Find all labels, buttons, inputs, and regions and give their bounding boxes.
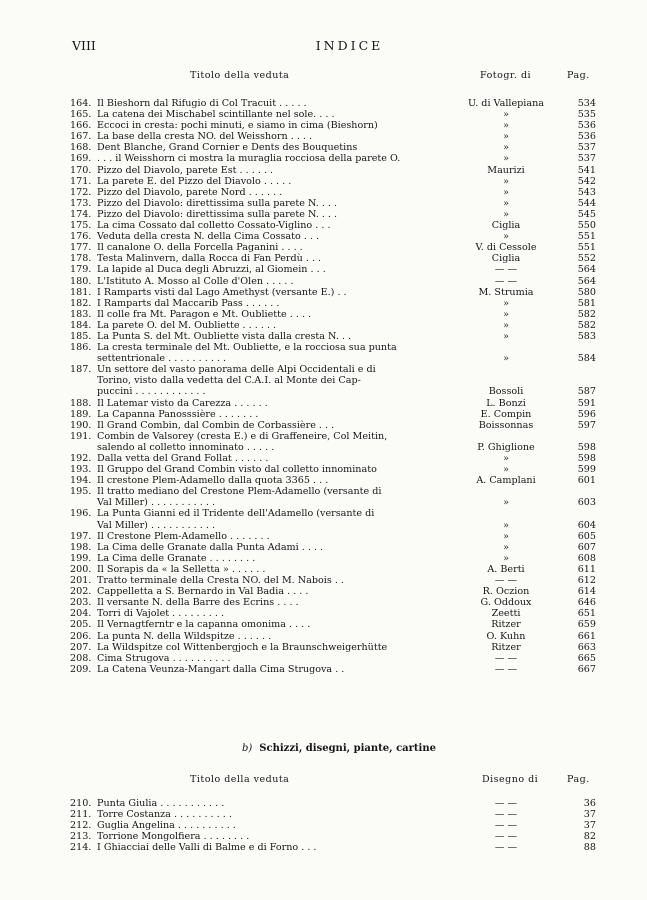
entry-number: 202. (70, 586, 92, 598)
entry-page: 564 (577, 275, 596, 287)
entry-title: Il Grand Combin, dal Combin de Corbassière . . . (97, 419, 335, 431)
entry-page: 535 (577, 109, 596, 121)
entry-number: 177. (70, 242, 92, 254)
entry-page: 536 (577, 131, 596, 143)
entry-number: 168. (70, 142, 92, 154)
entry-title: Il crestone Plem-Adamello dalla quota 3365 . . . (97, 475, 329, 487)
entry-number: 167. (70, 131, 92, 143)
entry-page: 82 (583, 831, 596, 843)
entry-page: 612 (577, 575, 596, 587)
list-item (70, 653, 630, 664)
entry-number: 188. (70, 397, 92, 409)
list-item (70, 619, 630, 630)
entry-page: 591 (577, 397, 596, 409)
entry-credit: » (503, 175, 509, 187)
entry-page: 545 (577, 208, 596, 220)
entry-title: Il versante N. della Barre des Ecrins . . . . (97, 597, 299, 609)
entry-credit: Ciglia (491, 220, 521, 232)
entry-number: 208. (70, 652, 92, 664)
entry-number: 192. (70, 453, 92, 464)
entry-title: La Cima delle Granate dalla Punta Adami . . . . (97, 541, 324, 553)
entry-credit: G. Oddoux (480, 597, 532, 609)
list-item (70, 198, 630, 209)
entry-page: 603 (577, 497, 596, 509)
section-b-title: Schizzi, disegni, piante, cartine (259, 743, 436, 754)
entry-number: 212. (70, 820, 92, 832)
entry-title: Torri di Vajolet . . . . . . . . . (97, 608, 224, 620)
entry-title: La punta N. della Wildspitze . . . . . . (97, 630, 272, 642)
entry-title: Torrione Mongolfiera . . . . . . . . (97, 831, 250, 843)
list-item (70, 486, 630, 497)
list-item (70, 298, 630, 309)
list-item (70, 798, 630, 809)
list-item (70, 508, 630, 519)
entry-number: 193. (70, 464, 92, 476)
entry-page: 587 (577, 386, 596, 398)
list-item (70, 809, 630, 820)
list-item (70, 120, 630, 131)
entry-credit: » (503, 308, 509, 320)
entry-title: Dent Blanche, Grand Cornier e Dents des Bouquetins (97, 142, 358, 154)
entry-credit: P. Ghiglione (477, 441, 535, 453)
entry-credit: — — (494, 831, 518, 843)
list-item (70, 631, 630, 642)
entry-title: La lapide al Duca degli Abruzzi, al Giomein . . . (97, 264, 326, 276)
entry-page: 607 (577, 541, 596, 553)
list-item (70, 553, 630, 564)
entry-credit: — — (494, 264, 518, 276)
entry-credit: » (503, 120, 509, 132)
list-item (70, 597, 630, 608)
entry-title: Torre Costanza . . . . . . . . . . (97, 809, 232, 821)
entry-credit: — — (494, 842, 518, 854)
entry-page: 608 (577, 552, 596, 564)
section-b-heading (242, 743, 436, 754)
entry-page: 536 (577, 120, 596, 132)
entry-title: Combin de Valsorey (cresta E.) e di Graffeneire, Col Meitin, (97, 430, 388, 442)
list-item (70, 176, 630, 187)
entry-page: 601 (577, 475, 596, 487)
list-item (70, 664, 630, 675)
entry-title: La cima Cossato dal colletto Cossato-Viglino . . . (97, 220, 331, 232)
entry-title: La Punta Gianni ed il Tridente dell'Adamello (versante di (97, 508, 375, 520)
entry-number: 201. (70, 575, 92, 587)
entry-page: 584 (577, 353, 596, 365)
entry-credit: » (503, 519, 509, 531)
entry-title: L'Istituto A. Mosso al Colle d'Olen . . . . . (97, 275, 294, 287)
entry-title: settentrionale . . . . . . . . . . (97, 353, 227, 365)
entry-page: 551 (577, 231, 596, 243)
entry-title: Pizzo del Diavolo, parete Nord . . . . . . (97, 186, 283, 198)
entry-credit: » (503, 153, 509, 165)
entry-credit: » (503, 131, 509, 143)
entry-number: 200. (70, 563, 92, 575)
entry-page: 667 (577, 663, 596, 675)
entry-credit: — — (494, 809, 518, 821)
list-item (70, 220, 630, 231)
entry-number: 203. (70, 597, 92, 609)
list-item (70, 165, 630, 176)
entry-page: 544 (577, 197, 596, 209)
entry-page: 551 (577, 242, 596, 254)
column-header-drawing: Disegno di (482, 774, 539, 785)
entry-number: 184. (70, 319, 92, 331)
entry-credit: » (503, 330, 509, 342)
list-item (70, 253, 630, 264)
entry-credit: » (503, 552, 509, 564)
entry-page: 599 (577, 464, 596, 476)
list-item (70, 531, 630, 542)
section-b-column-headers (72, 774, 627, 788)
entry-title: Dalla vetta del Grand Follat . . . . . . (97, 453, 269, 464)
list-item (70, 520, 630, 531)
entry-title: Il Sorapis da « la Selletta » . . . . . . (97, 563, 266, 575)
entry-title: salendo al colletto innominato . . . . . (97, 441, 275, 453)
entry-number: 213. (70, 831, 92, 843)
list-item (70, 409, 630, 420)
list-item (70, 264, 630, 275)
entry-title: La Catena Veunza-Mangart dalla Cima Strugova . . (97, 663, 345, 675)
entry-page: 583 (577, 330, 596, 342)
entry-title: Tratto terminale della Cresta NO. del M. Nabois . . (97, 575, 344, 587)
entry-credit: R. Oczion (482, 586, 530, 598)
entry-number: 210. (70, 798, 92, 809)
entry-number: 178. (70, 253, 92, 265)
entry-credit: » (503, 530, 509, 542)
page-header (72, 38, 627, 54)
entry-credit: » (503, 464, 509, 476)
entry-title: Il Crestone Plem-Adamello . . . . . . . (97, 530, 270, 542)
entry-title: La Wildspitze col Wittenbergjoch e la Braunschweigerhütte (97, 641, 388, 653)
list-item (70, 386, 630, 397)
section-a-column-headers (72, 70, 627, 84)
entry-title: La cresta terminale del Mt. Oubliette, e la rocciosa sua punta (97, 342, 397, 354)
entry-number: 195. (70, 486, 92, 498)
entry-title: . . . il Weisshorn ci mostra la muraglia rocciosa della parete O. (97, 153, 401, 165)
entry-title: La Capanna Panosssière . . . . . . . (97, 408, 259, 420)
entry-credit: » (503, 231, 509, 243)
entry-number: 174. (70, 208, 92, 220)
entry-page: 37 (583, 820, 596, 832)
entry-title: Il colle fra Mt. Paragon e Mt. Oubliette . . . . (97, 308, 312, 320)
entry-title: Eccoci in cresta: pochi minuti, e siamo in cima (Bieshorn) (97, 120, 378, 132)
entry-credit: » (503, 497, 509, 509)
entry-title: La Cima delle Granate . . . . . . . . (97, 552, 256, 564)
entry-credit: » (503, 353, 509, 365)
entry-credit: V. di Cessole (475, 242, 537, 254)
list-item (70, 642, 630, 653)
entry-number: 170. (70, 164, 92, 176)
list-item (70, 842, 630, 853)
list-item (70, 475, 630, 486)
entry-page: 605 (577, 530, 596, 542)
entry-title: La Punta S. del Mt. Oubliette vista dalla cresta N. . . (97, 330, 352, 342)
entry-number: 164. (70, 98, 92, 109)
column-header-title: Titolo della veduta (190, 774, 290, 785)
entry-page: 36 (583, 798, 596, 809)
list-item (70, 153, 630, 164)
list-item (70, 142, 630, 153)
list-item (70, 831, 630, 842)
page-title: INDICE (315, 38, 384, 53)
entry-title: Pizzo del Diavolo, parete Est . . . . . . (97, 164, 274, 176)
list-item (70, 364, 630, 375)
entry-page: 534 (577, 98, 596, 109)
entry-number: 165. (70, 109, 92, 121)
entry-page: 552 (577, 253, 596, 265)
entry-credit: Ritzer (491, 619, 521, 631)
list-item (70, 309, 630, 320)
entry-credit: » (503, 297, 509, 309)
entry-page: 665 (577, 652, 596, 664)
entry-title: Testa Malinvern, dalla Rocca di Fan Perdù . . . (97, 253, 322, 265)
entry-number: 211. (70, 809, 92, 821)
column-header-page: Pag. (567, 70, 590, 81)
entry-credit: — — (494, 275, 518, 287)
entry-credit: — — (494, 663, 518, 675)
entry-credit: O. Kuhn (486, 630, 526, 642)
list-item (70, 187, 630, 198)
entry-credit: » (503, 142, 509, 154)
entry-title: Val Miller) . . . . . . . . . . . (97, 497, 216, 509)
list-item (70, 542, 630, 553)
entry-title: Il Latemar visto da Carezza . . . . . . (97, 397, 268, 409)
entry-page: 537 (577, 153, 596, 165)
list-item (70, 331, 630, 342)
entry-number: 181. (70, 286, 92, 298)
entry-title: La parete E. del Pizzo del Diavolo . . . . . (97, 175, 292, 187)
entry-number: 171. (70, 175, 92, 187)
entry-page: 543 (577, 186, 596, 198)
entry-page: 597 (577, 419, 596, 431)
entry-credit: » (503, 109, 509, 121)
list-item (70, 431, 630, 442)
entry-credit: Bossoli (488, 386, 524, 398)
list-item (70, 320, 630, 331)
entry-title: Il tratto mediano del Crestone Plem-Adamello (versante di (97, 486, 382, 498)
entry-page: 614 (577, 586, 596, 598)
entry-title: Punta Giulia . . . . . . . . . . . (97, 798, 225, 809)
entry-number: 186. (70, 342, 92, 354)
list-item (70, 98, 630, 109)
entry-title: I Ramparts visti dal Lago Amethyst (versante E.) . . (97, 286, 347, 298)
entry-number: 191. (70, 430, 92, 442)
list-item (70, 442, 630, 453)
list-item (70, 342, 630, 353)
entry-page: 598 (577, 441, 596, 453)
entry-page: 582 (577, 319, 596, 331)
entry-credit: U. di Vallepiana (468, 98, 544, 109)
entry-page: 542 (577, 175, 596, 187)
entry-credit: E. Compin (480, 408, 532, 420)
entry-credit: — — (494, 820, 518, 832)
list-item (70, 575, 630, 586)
entry-title: Torino, visto dalla vedetta del C.A.I. al Monte dei Cap- (97, 375, 361, 387)
entry-page: 596 (577, 408, 596, 420)
entry-page: 598 (577, 453, 596, 464)
entry-number: 197. (70, 530, 92, 542)
list-item (70, 820, 630, 831)
list-item (70, 497, 630, 508)
entry-page: 88 (583, 842, 596, 854)
entry-page: 580 (577, 286, 596, 298)
list-item (70, 564, 630, 575)
entry-number: 204. (70, 608, 92, 620)
entry-title: La catena dei Mischabel scintillante nel sole. . . . (97, 109, 335, 121)
entry-number: 214. (70, 842, 92, 854)
entry-title: Il Gruppo del Grand Combin visto dal colletto innominato (97, 464, 377, 476)
list-item (70, 131, 630, 142)
entry-number: 175. (70, 220, 92, 232)
entry-page: 646 (577, 597, 596, 609)
entry-credit: A. Camplani (476, 475, 536, 487)
entry-credit: Maurizi (487, 164, 525, 176)
entry-page: 604 (577, 519, 596, 531)
entry-page: 659 (577, 619, 596, 631)
entry-number: 179. (70, 264, 92, 276)
entry-number: 194. (70, 475, 92, 487)
entry-number: 185. (70, 330, 92, 342)
entry-title: Pizzo del Diavolo: direttissima sulla parete N. . . . (97, 197, 338, 209)
entry-title: Il Vernagtferntr e la capanna omonima . . . . (97, 619, 311, 631)
entry-number: 176. (70, 231, 92, 243)
entry-page: 581 (577, 297, 596, 309)
list-item (70, 231, 630, 242)
entry-title: Val Miller) . . . . . . . . . . . (97, 519, 216, 531)
entry-number: 173. (70, 197, 92, 209)
entry-credit: Zeetti (491, 608, 521, 620)
entry-credit: Ciglia (491, 253, 521, 265)
list-item (70, 375, 630, 386)
entry-page: 541 (577, 164, 596, 176)
entry-credit: — — (494, 575, 518, 587)
column-header-photographer: Fotogr. di (480, 70, 532, 81)
entry-number: 207. (70, 641, 92, 653)
entry-page: 537 (577, 142, 596, 154)
entry-title: Veduta della cresta N. della Cima Cossato . . . (97, 231, 320, 243)
entry-number: 187. (70, 364, 92, 376)
entry-number: 206. (70, 630, 92, 642)
entry-page: 663 (577, 641, 596, 653)
entry-number: 166. (70, 120, 92, 132)
entry-credit: » (503, 186, 509, 198)
entry-number: 183. (70, 308, 92, 320)
list-item (70, 453, 630, 464)
list-item (70, 353, 630, 364)
list-item (70, 464, 630, 475)
entry-number: 182. (70, 297, 92, 309)
entry-credit: Ritzer (491, 641, 521, 653)
entry-number: 205. (70, 619, 92, 631)
list-item (70, 276, 630, 287)
entry-page: 661 (577, 630, 596, 642)
entry-title: Un settore del vasto panorama delle Alpi Occidentali e di (97, 364, 376, 376)
list-item (70, 109, 630, 120)
section-b-letter: b) (242, 743, 253, 754)
entry-title: I Ghiacciai delle Valli di Balme e di Forno . . . (97, 842, 317, 854)
list-item (70, 242, 630, 253)
entry-credit: A. Berti (487, 563, 525, 575)
entry-credit: » (503, 541, 509, 553)
entry-credit: — — (494, 652, 518, 664)
entry-number: 198. (70, 541, 92, 553)
sketch-index-list (70, 798, 630, 853)
column-header-title: Titolo della veduta (190, 70, 290, 81)
entry-page: 550 (577, 220, 596, 232)
entry-number: 190. (70, 419, 92, 431)
list-item (70, 420, 630, 431)
list-item (70, 287, 630, 298)
entry-title: Cappelletta a S. Bernardo in Val Badia . . . . (97, 586, 309, 598)
entry-number: 172. (70, 186, 92, 198)
entry-page: 564 (577, 264, 596, 276)
entry-title: Il Bieshorn dal Rifugio di Col Tracuit . . . . . (97, 98, 307, 109)
list-item (70, 586, 630, 597)
entry-number: 189. (70, 408, 92, 420)
entry-credit: » (503, 453, 509, 464)
entry-title: Pizzo del Diavolo: direttissima sulla parete N. . . . (97, 208, 338, 220)
entry-credit: » (503, 208, 509, 220)
list-item (70, 608, 630, 619)
entry-number: 196. (70, 508, 92, 520)
entry-title: Il canalone O. della Forcella Paganini . . . . (97, 242, 303, 254)
entry-title: Guglia Angelina . . . . . . . . . . (97, 820, 236, 832)
column-header-page: Pag. (567, 774, 590, 785)
entry-number: 169. (70, 153, 92, 165)
entry-title: puccini . . . . . . . . . . . . (97, 386, 206, 398)
entry-page: 651 (577, 608, 596, 620)
entry-credit: — — (494, 798, 518, 809)
entry-number: 180. (70, 275, 92, 287)
entry-credit: » (503, 197, 509, 209)
entry-title: I Ramparts dal Maccarib Pass . . . . . . (97, 297, 280, 309)
entry-page: 611 (577, 563, 596, 575)
entry-title: La parete O. del M. Oubliette . . . . . . (97, 319, 277, 331)
entry-credit: » (503, 319, 509, 331)
list-item (70, 398, 630, 409)
entry-number: 199. (70, 552, 92, 564)
entry-page: 582 (577, 308, 596, 320)
entry-title: La base della cresta NO. del Weisshorn . . . . (97, 131, 313, 143)
entry-page: 37 (583, 809, 596, 821)
entry-credit: L. Bonzi (486, 397, 526, 409)
photo-index-list (70, 98, 630, 675)
page-number: VIII (72, 38, 96, 53)
entry-title: Cima Strugova . . . . . . . . . . (97, 652, 231, 664)
entry-credit: M. Strumia (478, 286, 534, 298)
list-item (70, 209, 630, 220)
entry-credit: Boissonnas (478, 419, 534, 431)
entry-number: 209. (70, 663, 92, 675)
